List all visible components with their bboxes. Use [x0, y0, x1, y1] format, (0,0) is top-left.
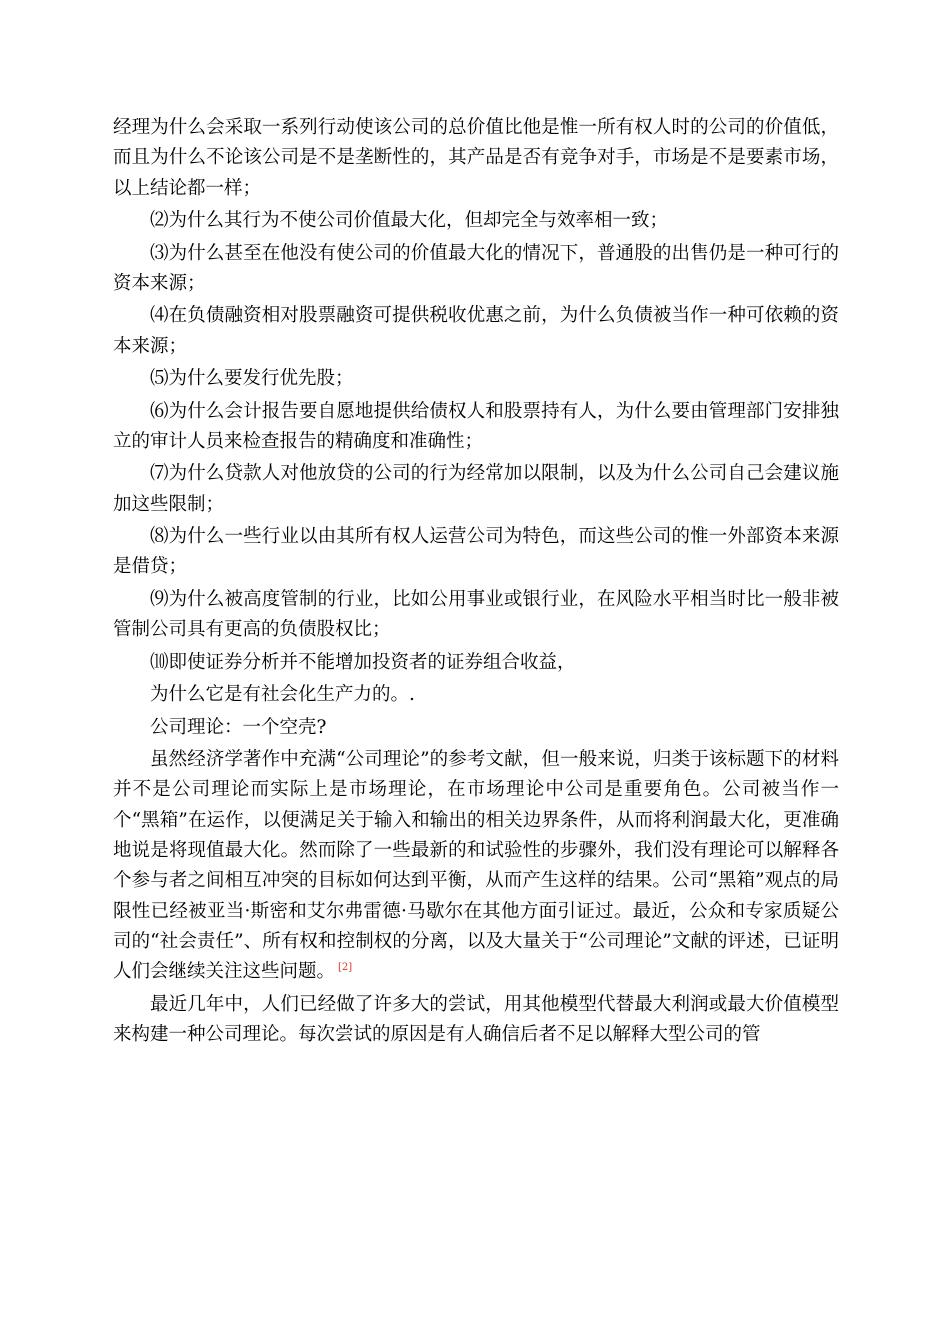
- list-item-8: ⑻为什么一些行业以由其所有权人运营公司为特色，而这些公司的惟一外部资本来源是借贷；: [113, 526, 839, 578]
- body-paragraph: [113, 745, 839, 987]
- list-item-7: ⑺为什么贷款人对他放贷的公司的行为经常加以限制，以及为什么公司自己会建议施加这些限制；: [113, 463, 839, 515]
- list-item-9: ⑼为什么被高度管制的行业，比如公用事业或银行业，在风险水平相当时比一般非被管制公司具有更高的负债股权比；: [113, 588, 839, 641]
- section-heading: 公司理论：一个空壳?: [150, 716, 327, 738]
- list-item-10-continued: 为什么它是有社会化生产力的。.: [150, 684, 415, 706]
- list-item-2: ⑵为什么其行为不使公司价值最大化，但却完全与效率相一致；: [150, 210, 669, 232]
- list-item-10: ⑽即使证券分析并不能增加投资者的证券组合收益，: [150, 651, 576, 673]
- document-body: [113, 113, 839, 1053]
- list-item-6: ⑹为什么会计报告要自愿地提供给债权人和股票持有人，为什么要由管理部门安排独立的审计人员来检查报告的精确度和准确性；: [113, 400, 839, 452]
- citation-link[interactable]: [2]: [338, 962, 353, 974]
- list-item-5: ⑸为什么要发行优先股；: [150, 368, 354, 390]
- list-item-4: ⑷在负债融资相对股票融资可提供税收优惠之前，为什么负债被当作一种可依赖的资本来源；: [113, 305, 839, 357]
- body-paragraph-text: 虽然经济学著作中充满“公司理论”的参考文献，但一般来说，归类于该标题下的材料并不是公司理论而实际上是市场理论，在市场理论中公司是重要角色。公司被当作一个“黑箱”在运作，以便满足关于输入和输出的相关边界条件，从而将利润最大化，更准确地说是将现值最大化。然而除了一些最新的和试验性的步骤外，我们没有理论可以解释各个参与者之间相互冲突的目标如何达到平衡，从而产生这样的结果。公司“黑箱”观点的局限性已经被亚当·斯密和艾尔弗雷德·马歇尔在其他方面引证过。最近，公众和专家质疑公司的“社会责任”、所有权和控制权的分离，以及大量关于“公司理论”文献的评述，已证明人们会继续关注这些问题。: [113, 749, 839, 983]
- list-item-3: ⑶为什么甚至在他没有使公司的价值最大化的情况下，普通股的出售仍是一种可行的资本来源；: [113, 242, 839, 294]
- paragraph-continuation: 经理为什么会采取一系列行动使该公司的总价值比他是惟一所有权人时的公司的价值低，而且为什么不论该公司是不是垄断性的，其产品是否有竞争对手，市场是不是要素市场，以上结论都一样；: [113, 117, 839, 199]
- body-paragraph: 最近几年中，人们已经做了许多大的尝试，用其他模型代替最大利润或最大价值模型来构建一种公司理论。每次尝试的原因是有人确信后者不足以解释大型公司的管: [113, 993, 839, 1046]
